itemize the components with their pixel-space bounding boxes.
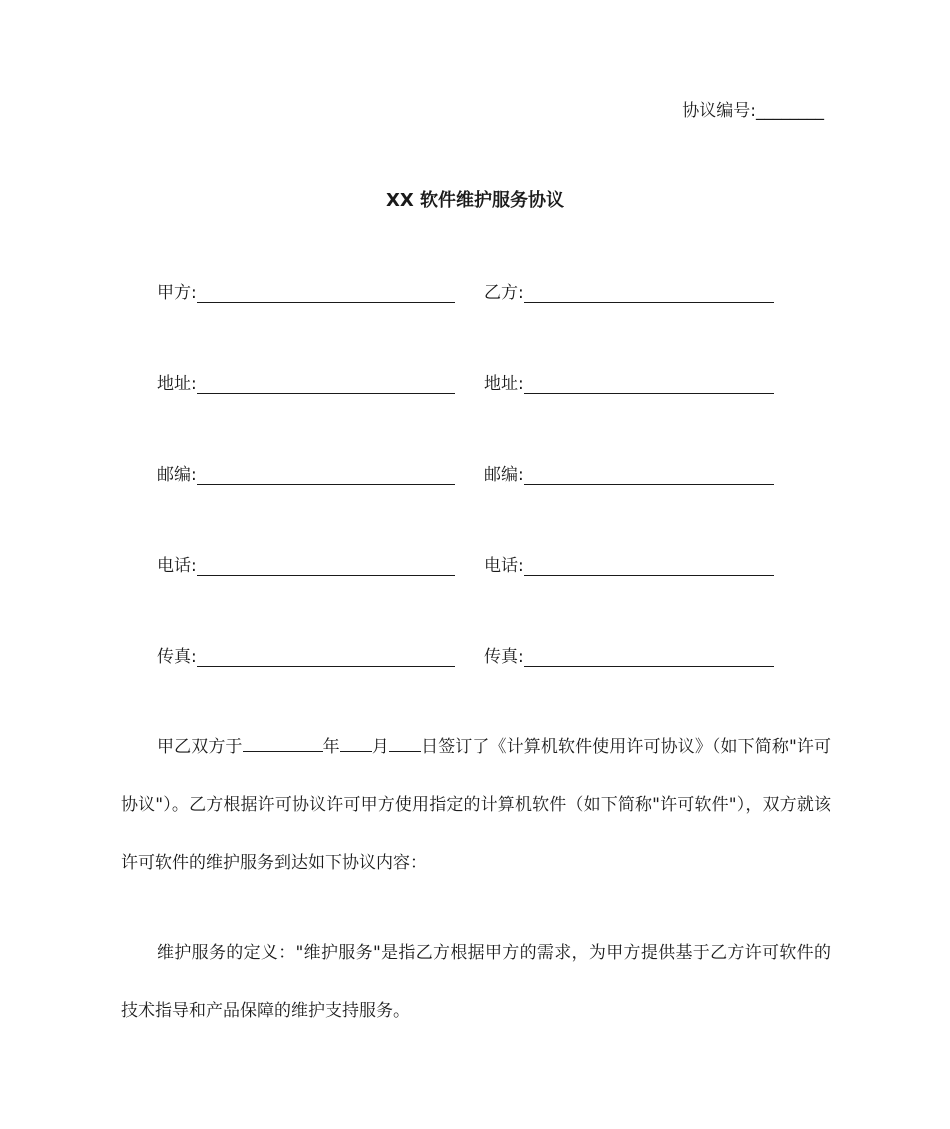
party-a-fax-blank	[197, 644, 455, 667]
party-row-address	[0, 371, 950, 397]
agreement-number: 协议编号:________	[682, 101, 824, 121]
party-b-name-field	[484, 280, 774, 306]
party-b-address-blank	[524, 371, 774, 394]
party-b-phone-field	[484, 553, 774, 579]
party-a-fax-label: 传真:	[157, 647, 197, 667]
party-a-fax-field	[157, 644, 455, 670]
party-a-address-label: 地址:	[157, 374, 197, 394]
party-b-postcode-label: 邮编:	[484, 465, 524, 485]
party-b-phone-blank	[524, 553, 774, 576]
party-row-postcode	[0, 462, 950, 488]
party-a-name-field	[157, 280, 455, 306]
party-row-name	[0, 280, 950, 306]
document-title: XX 软件维护服务协议	[385, 190, 565, 211]
party-row-fax	[0, 644, 950, 670]
year-blank	[243, 733, 323, 752]
party-b-fax-blank	[524, 644, 774, 667]
month-blank	[340, 733, 372, 752]
party-a-name-label: 甲方:	[157, 283, 197, 303]
party-b-address-field	[484, 371, 774, 397]
paragraph-preamble	[121, 718, 831, 892]
preamble-text-1: 甲乙双方于	[157, 737, 243, 757]
party-a-name-blank	[197, 280, 455, 303]
party-b-name-blank	[524, 280, 774, 303]
party-a-postcode-field	[157, 462, 455, 488]
party-b-phone-label: 电话:	[484, 556, 524, 576]
definition-text: 维护服务的定义："维护服务"是指乙方根据甲方的需求，为甲方提供基于乙方许可软件的技术指导和产品保障的维护支持服务。	[121, 943, 831, 1021]
party-b-address-label: 地址:	[484, 374, 524, 394]
day-blank	[389, 733, 421, 752]
party-a-address-field	[157, 371, 455, 397]
party-b-postcode-blank	[524, 462, 774, 485]
preamble-text-2: 年	[322, 737, 340, 757]
party-a-phone-label: 电话:	[157, 556, 197, 576]
party-row-phone	[0, 553, 950, 579]
preamble-text-3: 月	[371, 737, 389, 757]
party-a-phone-blank	[197, 553, 455, 576]
party-a-postcode-label: 邮编:	[157, 465, 197, 485]
preamble-text-4: 日签订了《计算机软件使用许可协议》（如下简称"许可协议"）。乙方根据许可协议许可甲方使用指定的计算机软件（如下简称"许可软件"），双方就该许可软件的维护服务到达如下协议内容：	[121, 737, 832, 873]
party-b-postcode-field	[484, 462, 774, 488]
party-b-name-label: 乙方:	[484, 283, 524, 303]
party-a-phone-field	[157, 553, 455, 579]
party-b-fax-label: 传真:	[484, 647, 524, 667]
party-a-address-blank	[197, 371, 455, 394]
paragraph-definition	[121, 924, 831, 1040]
party-a-postcode-blank	[197, 462, 455, 485]
party-b-fax-field	[484, 644, 774, 670]
